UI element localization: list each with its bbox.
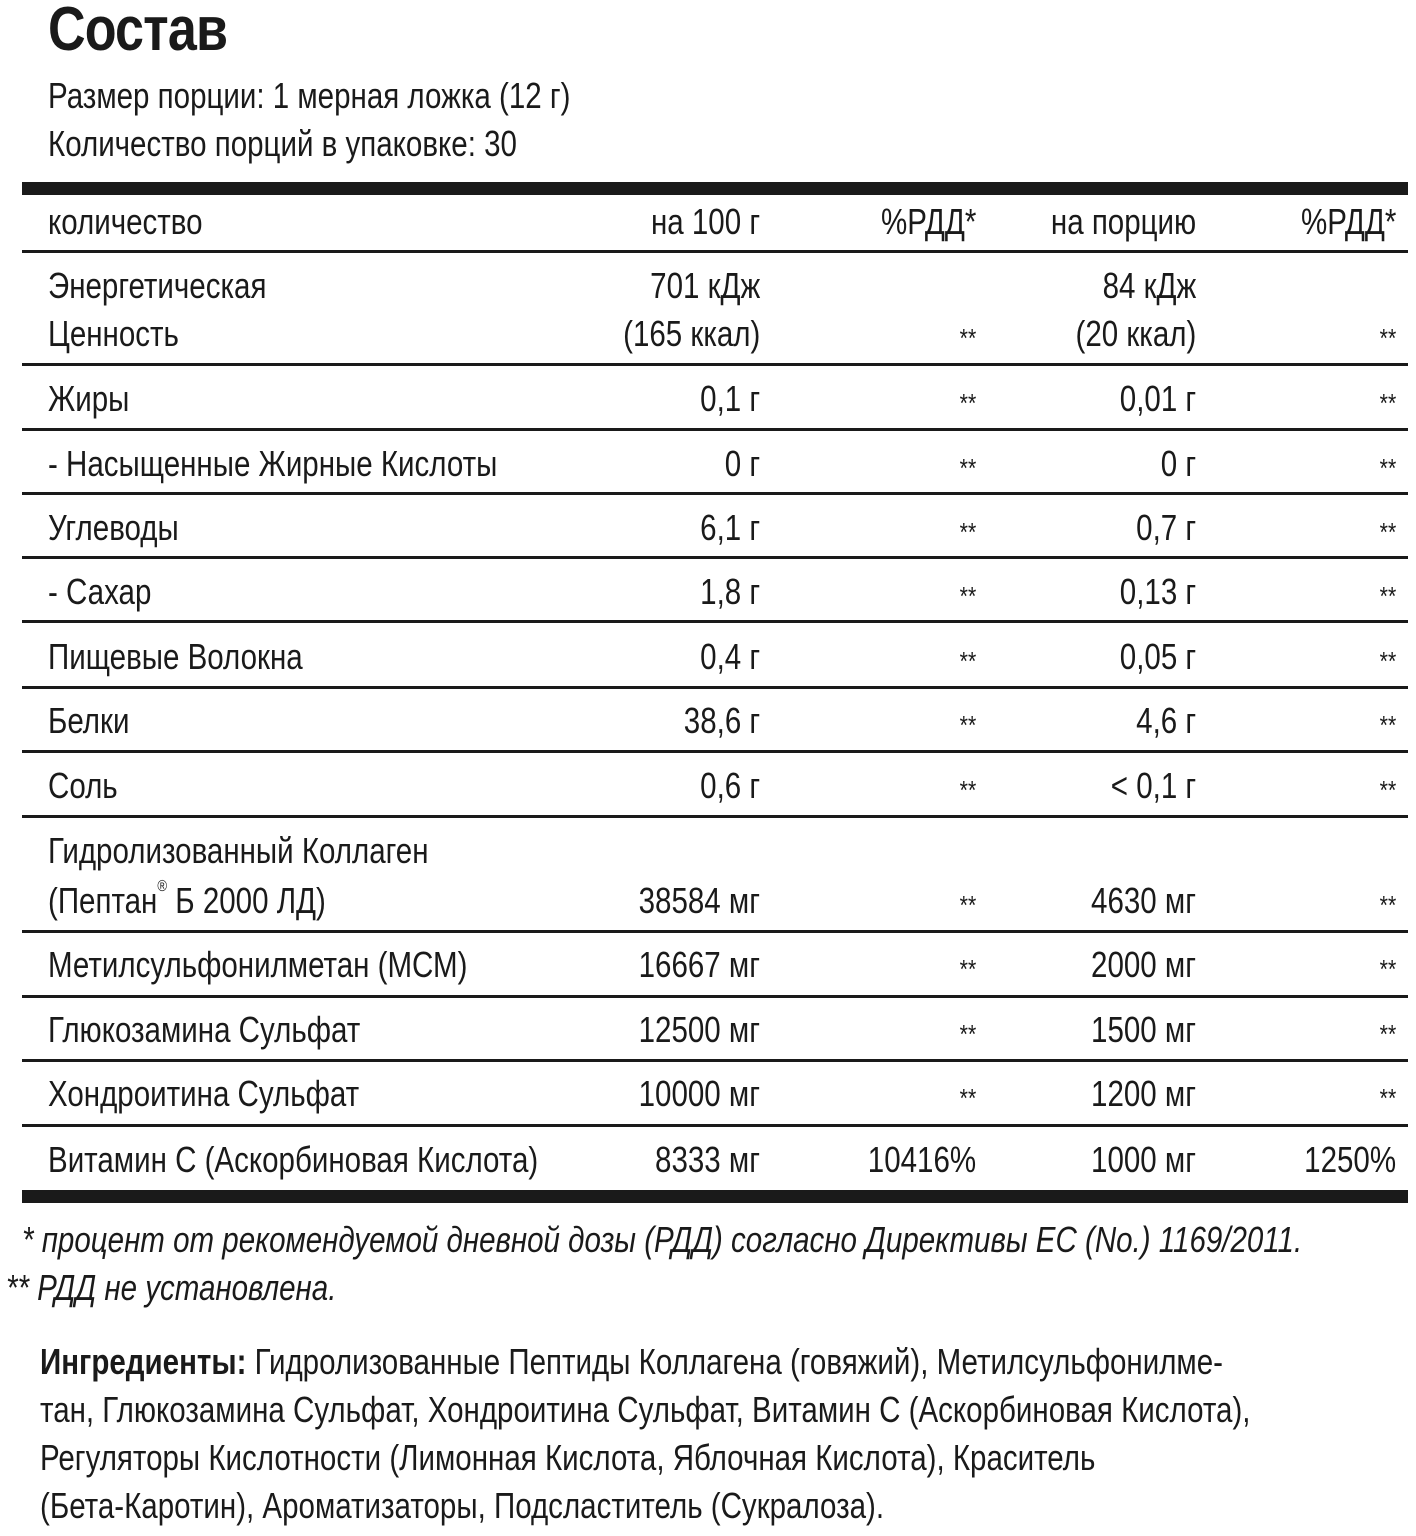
row-rdd-100g: ** bbox=[959, 1019, 976, 1049]
header-rdd-100g: %РДД* bbox=[880, 201, 976, 242]
energy-rdd-100g: ** bbox=[959, 323, 976, 353]
footnote-rdd-percent: * процент от рекомендуемой дневной дозы (РДД) согласно Директивы ЕС (No.) 1169/2011. bbox=[22, 1219, 1303, 1260]
row-rdd-100g: ** bbox=[959, 775, 976, 805]
row-divider bbox=[22, 363, 1408, 366]
row-per-serving: 0,13 г bbox=[1119, 571, 1196, 612]
row-rdd-100g: ** bbox=[959, 453, 976, 483]
row-per-serving: < 0,1 г bbox=[1110, 765, 1196, 806]
header-rdd-serving: %РДД* bbox=[1300, 201, 1396, 242]
row-rdd-serving: ** bbox=[1379, 710, 1396, 740]
page-title: Состав bbox=[48, 0, 228, 64]
row-divider bbox=[22, 686, 1408, 689]
collagen-rdd-100g: ** bbox=[959, 890, 976, 920]
row-label: Хондроитина Сульфат bbox=[48, 1073, 360, 1114]
row-divider bbox=[22, 492, 1408, 495]
ingredients-line-4: (Бета-Каротин), Ароматизаторы, Подсластитель (Сукралоза). bbox=[40, 1485, 885, 1526]
row-rdd-serving: ** bbox=[1379, 517, 1396, 547]
row-per-serving: 2000 мг bbox=[1091, 944, 1196, 985]
ingredients-line-3: Регуляторы Кислотности (Лимонная Кислота, Яблочная Кислота), Краситель bbox=[40, 1437, 1096, 1478]
row-per-serving: 0 г bbox=[1160, 443, 1196, 484]
row-rdd-100g: ** bbox=[959, 517, 976, 547]
row-divider bbox=[22, 815, 1408, 818]
row-divider bbox=[22, 620, 1408, 623]
collagen-per-100g: 38584 мг bbox=[638, 880, 760, 921]
row-per-100g: 8333 мг bbox=[655, 1139, 760, 1180]
row-rdd-100g: ** bbox=[959, 581, 976, 611]
row-rdd-100g: 10416% bbox=[867, 1139, 976, 1180]
energy-serving-kj: 84 кДж bbox=[1102, 265, 1196, 306]
ingredients-line-1: Ингредиенты: Гидролизованные Пептиды Коллагена (говяжий), Метилсульфонилме- bbox=[40, 1341, 1223, 1382]
row-per-100g: 38,6 г bbox=[683, 700, 760, 741]
row-per-serving: 1200 мг bbox=[1091, 1073, 1196, 1114]
row-label: Метилсульфонилметан (МСМ) bbox=[48, 944, 468, 985]
ingredients-block bbox=[40, 1338, 1385, 1530]
row-divider bbox=[22, 995, 1408, 998]
row-divider bbox=[22, 930, 1408, 933]
row-label: - Сахар bbox=[48, 571, 152, 612]
row-per-serving: 0,01 г bbox=[1119, 378, 1196, 419]
ingredients-line-2: тан, Глюкозамина Сульфат, Хондроитина Сульфат, Витамин С (Аскорбиновая Кислота), bbox=[40, 1389, 1251, 1430]
row-per-100g: 6,1 г bbox=[699, 507, 760, 548]
row-per-serving: 0,7 г bbox=[1135, 507, 1196, 548]
row-rdd-serving: ** bbox=[1379, 954, 1396, 984]
header-per-100g: на 100 г bbox=[650, 201, 760, 242]
row-rdd-100g: ** bbox=[959, 1083, 976, 1113]
row-per-100g: 12500 мг bbox=[638, 1009, 760, 1050]
collagen-rdd-serving: ** bbox=[1379, 890, 1396, 920]
table-bottom-rule bbox=[22, 1190, 1408, 1203]
energy-label-line1: Энергетическая bbox=[48, 265, 267, 306]
row-per-100g: 0 г bbox=[724, 443, 760, 484]
row-rdd-serving: ** bbox=[1379, 1019, 1396, 1049]
energy-rdd-serving: ** bbox=[1379, 323, 1396, 353]
row-per-serving: 0,05 г bbox=[1119, 636, 1196, 677]
row-label: Углеводы bbox=[48, 507, 179, 548]
row-label: Белки bbox=[48, 700, 130, 741]
row-divider bbox=[22, 556, 1408, 559]
row-per-serving: 1000 мг bbox=[1091, 1139, 1196, 1180]
row-label: Жиры bbox=[48, 378, 130, 419]
row-label: Витамин С (Аскорбиновая Кислота) bbox=[48, 1139, 539, 1180]
header-quantity: количество bbox=[48, 201, 203, 242]
row-per-100g: 0,6 г bbox=[699, 765, 760, 806]
header-per-serving: на порцию bbox=[1050, 201, 1196, 242]
row-label: Глюкозамина Сульфат bbox=[48, 1009, 361, 1050]
row-rdd-serving: ** bbox=[1379, 775, 1396, 805]
row-rdd-100g: ** bbox=[959, 710, 976, 740]
row-rdd-serving: ** bbox=[1379, 646, 1396, 676]
row-label: - Насыщенные Жирные Кислоты bbox=[48, 443, 498, 484]
energy-100g-kj: 701 кДж bbox=[649, 265, 760, 306]
energy-100g-kcal: (165 ккал) bbox=[622, 313, 760, 354]
footnote-rdd-not-established: ** РДД не установлена. bbox=[6, 1267, 337, 1308]
row-per-serving: 1500 мг bbox=[1091, 1009, 1196, 1050]
row-rdd-100g: ** bbox=[959, 388, 976, 418]
row-divider bbox=[22, 1059, 1408, 1062]
row-divider bbox=[22, 428, 1408, 431]
row-rdd-serving: ** bbox=[1379, 453, 1396, 483]
row-rdd-serving: ** bbox=[1379, 388, 1396, 418]
row-per-100g: 10000 мг bbox=[638, 1073, 760, 1114]
row-per-100g: 0,4 г bbox=[699, 636, 760, 677]
collagen-label-line2: (Пептан® Б 2000 ЛД) bbox=[48, 878, 326, 921]
row-divider bbox=[22, 250, 1408, 253]
energy-label-line2: Ценность bbox=[48, 313, 179, 354]
row-rdd-serving: 1250% bbox=[1304, 1139, 1396, 1180]
row-per-serving: 4,6 г bbox=[1135, 700, 1196, 741]
ingredients-label: Ингредиенты: bbox=[40, 1341, 247, 1382]
row-rdd-100g: ** bbox=[959, 646, 976, 676]
collagen-per-serving: 4630 мг bbox=[1091, 880, 1196, 921]
row-rdd-serving: ** bbox=[1379, 1083, 1396, 1113]
row-label: Соль bbox=[48, 765, 118, 806]
serving-size: Размер порции: 1 мерная ложка (12 г) bbox=[48, 75, 571, 116]
row-divider bbox=[22, 750, 1408, 753]
table-top-rule bbox=[22, 182, 1408, 195]
servings-per-container: Количество порций в упаковке: 30 bbox=[48, 123, 517, 164]
row-rdd-serving: ** bbox=[1379, 581, 1396, 611]
row-divider bbox=[22, 1124, 1408, 1127]
registered-mark: ® bbox=[157, 878, 168, 895]
row-per-100g: 1,8 г bbox=[699, 571, 760, 612]
row-per-100g: 16667 мг bbox=[638, 944, 760, 985]
energy-serving-kcal: (20 ккал) bbox=[1075, 313, 1196, 354]
row-per-100g: 0,1 г bbox=[699, 378, 760, 419]
row-label: Пищевые Волокна bbox=[48, 636, 303, 677]
collagen-label-line1: Гидролизованный Коллаген bbox=[48, 830, 429, 871]
row-rdd-100g: ** bbox=[959, 954, 976, 984]
